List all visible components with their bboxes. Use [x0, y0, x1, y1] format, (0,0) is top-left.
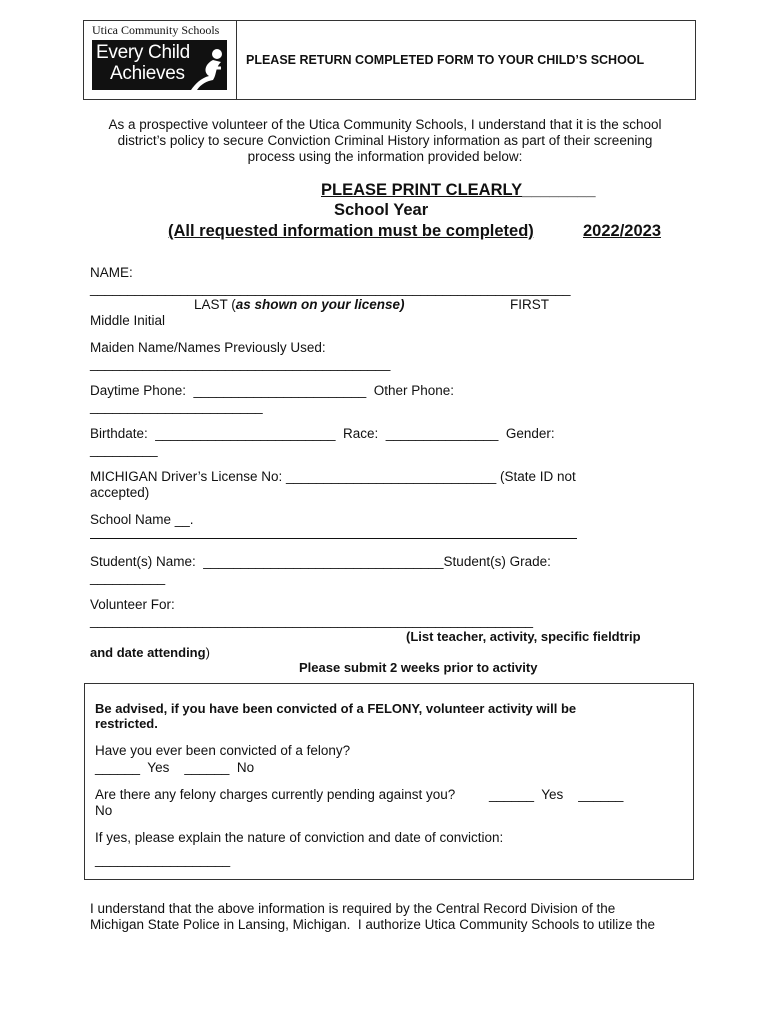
- maiden-name-field[interactable]: ________________________________________: [90, 356, 391, 371]
- footer-line: Michigan State Police in Lansing, Michigan. I authorize Utica Community Schools to utilize the: [90, 917, 656, 932]
- print-clearly-text: PLEASE PRINT CLEARLY: [321, 181, 523, 199]
- header-divider: [236, 20, 237, 100]
- student-grade-field[interactable]: __________: [90, 570, 166, 585]
- logo-district-name: Utica Community Schools: [92, 23, 220, 37]
- name-field[interactable]: ________________________________________________________________: [90, 281, 571, 296]
- felony-advisory-cont: restricted.: [95, 716, 158, 731]
- felony-advisory: Be advised, if you have been convicted of a FELONY, volunteer activity will be: [95, 701, 577, 716]
- students-field[interactable]: Student(s) Name: ________________________________Student(s) Grade:: [90, 554, 551, 569]
- felony-question-2-no: No: [95, 803, 113, 818]
- intro-line: district’s policy to secure Conviction Criminal History information as part of their screening: [117, 133, 653, 148]
- logo-figure-icon: [187, 48, 227, 92]
- felony-question-1-options[interactable]: ______ Yes ______ No: [95, 760, 255, 775]
- first-name-caption: FIRST: [510, 297, 549, 312]
- school-year-value: 2022/2023: [583, 222, 661, 240]
- logo-text-line1: Every Child: [96, 42, 190, 63]
- birthdate-race-gender-field[interactable]: Birthdate: ________________________ Race: _______________ Gender:: [90, 426, 555, 441]
- intro-paragraph: [90, 117, 680, 165]
- return-instruction: PLEASE RETURN COMPLETED FORM TO YOUR CHILD’S SCHOOL: [246, 53, 645, 67]
- print-clearly-heading: [321, 181, 596, 200]
- middle-initial-caption: Middle Initial: [90, 313, 166, 328]
- school-name-field[interactable]: School Name __.: [90, 512, 194, 527]
- license-field[interactable]: MICHIGAN Driver’s License No: ____________________________ (State ID not: [90, 469, 576, 484]
- date-attending-note: [90, 645, 210, 660]
- gender-field[interactable]: _________: [90, 442, 158, 457]
- other-phone-field[interactable]: _______________________: [90, 399, 263, 414]
- felony-question-1: Have you ever been convicted of a felony?: [95, 743, 351, 758]
- name-label: NAME:: [90, 265, 133, 280]
- footer-line: I understand that the above information is required by the Central Record Division of the: [90, 901, 616, 916]
- license-note: accepted): [90, 485, 150, 500]
- intro-line: process using the information provided below:: [247, 149, 523, 164]
- logo-text-line2: Achieves: [110, 63, 185, 84]
- list-note: (List teacher, activity, specific fieldtrip: [406, 629, 641, 644]
- print-clearly-blank: ________: [522, 181, 596, 199]
- felony-question-2[interactable]: Are there any felony charges currently pending against you? ______ Yes ______: [95, 787, 624, 802]
- last-label: LAST (: [194, 297, 236, 312]
- phone-field[interactable]: Daytime Phone: _______________________ Other Phone:: [90, 383, 455, 398]
- volunteer-for-field[interactable]: ___________________________________________________________: [90, 613, 533, 628]
- all-required-heading: (All requested information must be completed): [168, 222, 534, 240]
- felony-explain-field[interactable]: __________________: [95, 852, 231, 867]
- volunteer-for-label: Volunteer For:: [90, 597, 175, 612]
- intro-line: As a prospective volunteer of the Utica Community Schools, I understand that it is the school: [108, 117, 662, 132]
- school-name-line: [90, 538, 577, 539]
- date-attending-paren: ): [205, 645, 210, 660]
- submit-note: Please submit 2 weeks prior to activity: [299, 660, 538, 675]
- felony-question-3: If yes, please explain the nature of conviction and date of conviction:: [95, 830, 504, 845]
- date-attending-bold: and date attending: [90, 645, 206, 660]
- school-year-heading: School Year: [334, 201, 429, 219]
- maiden-name-label: Maiden Name/Names Previously Used:: [90, 340, 326, 355]
- last-name-caption: [194, 297, 405, 312]
- last-note: as shown on your license): [235, 297, 405, 312]
